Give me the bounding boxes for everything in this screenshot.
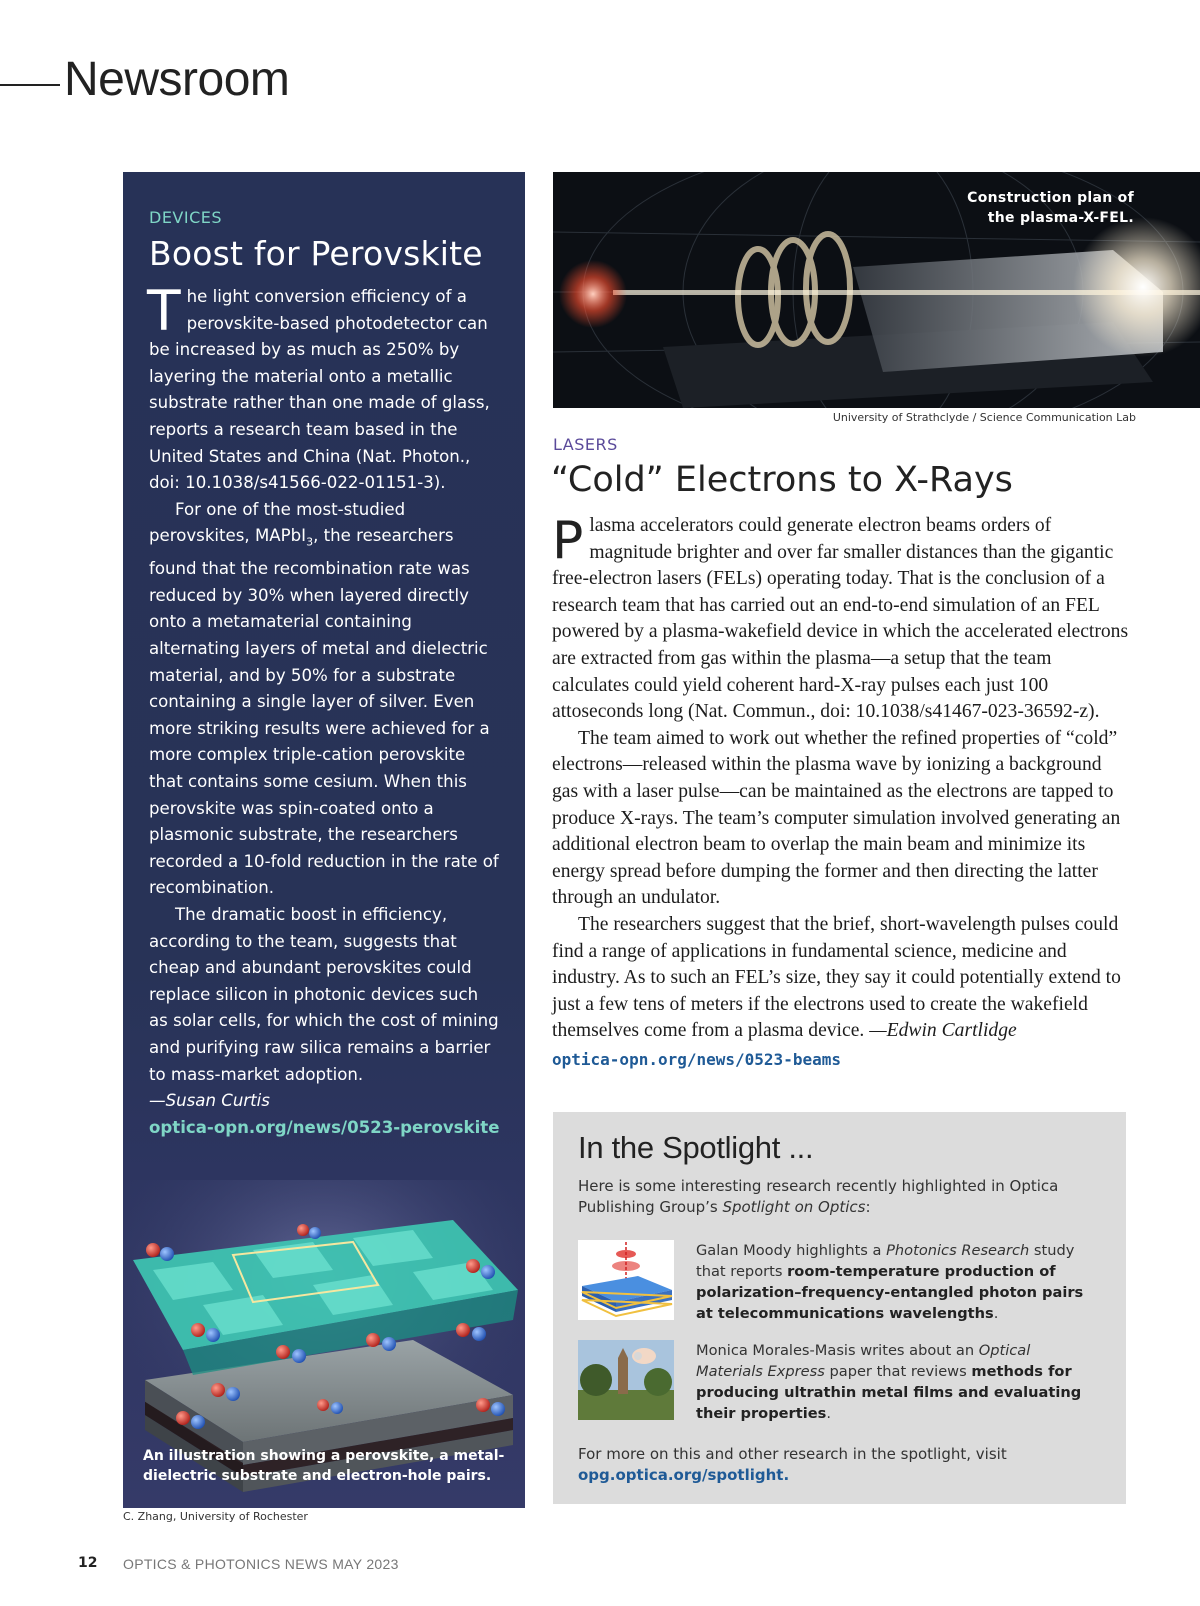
paragraph: [552, 513, 1132, 726]
item-text: Monica Morales-Masis writes about an: [696, 1342, 979, 1359]
paragraph: [147, 279, 501, 497]
item-text: .: [993, 1305, 999, 1322]
drop-cap: T: [147, 279, 181, 343]
intro-text: :: [865, 1198, 871, 1216]
article-title: “Cold” Electrons to X-Rays: [551, 460, 1013, 500]
image-credit: C. Zhang, University of Rochester: [123, 1510, 308, 1523]
plasma-fel-image: [553, 172, 1200, 408]
paragraph-text: The team aimed to work out whether the refined properties of “cold” electrons—released within the plasma wave by ionizing a background gas with a laser pulse—can be maintained as the electrons are tapped to produce X-rays. The team’s computer simulation involved generating an additional electron beam to overlap the main beam and minimize its energy spread before dumping the former and then directing the latter through an undulator.: [552, 727, 1121, 909]
paragraph-text: he light conversion efficiency of a perovskite-based photodetector can be increased by as much as 250% by layering the material onto a metallic substrate rather than one made of glass, reports a research team based in the United States and China (Nat. Photon., doi: 10.1038/s41566-022-01151-3).: [149, 287, 490, 493]
article-link[interactable]: optica-opn.org/news/0523-perovskite: [149, 1117, 500, 1137]
spotlight-link[interactable]: opg.optica.org/spotlight.: [578, 1466, 790, 1484]
paragraph-text: The researchers suggest that the brief, short-wavelength pulses could find a range of applications in fundamental science, medicine and industry. As to such an FEL’s size, they say it could potentially extend to just a few tens of meters if the electrons used to create the wakefield themselves come from a plasma device.: [552, 913, 1121, 1042]
spotlight-item-text: [696, 1240, 1096, 1324]
image-caption: [967, 188, 1134, 228]
drop-cap: P: [552, 511, 584, 571]
paragraph-text: The dramatic boost in efficiency, according to the team, suggests that cheap and abundant perovskites could replace silicon in photonic devices such as solar cells, for which the cost of mining and purifying raw silica remains a barrier to mass-market adoption.: [149, 904, 499, 1084]
section-label: LASERS: [553, 435, 618, 454]
spotlight-thumbnail[interactable]: [578, 1240, 674, 1320]
paragraph-text: For one of the most-studied perovskites, MAPbI: [149, 499, 406, 546]
item-text: paper that reviews: [824, 1363, 972, 1380]
item-text: .: [826, 1405, 831, 1422]
spotlight-title: In the Spotlight ...: [578, 1130, 814, 1165]
caption-line: Construction plan of: [967, 190, 1134, 206]
spotlight-thumbnail[interactable]: [578, 1340, 674, 1420]
layered-chip-image: [578, 1240, 674, 1320]
item-highlight: methods for producing ultrathin metal films and evaluating their properties: [696, 1363, 1082, 1422]
item-text: study that reports: [696, 1242, 1075, 1280]
paragraph: [552, 912, 1132, 1045]
item-highlight: room-temperature production of polarization–frequency-entangled photon pairs at telecommunications wavelengths: [696, 1263, 1084, 1322]
author-byline: —Edwin Cartlidge: [869, 1020, 1017, 1042]
sidebar-article: [123, 172, 525, 1508]
journal-name: Photonics Research: [886, 1242, 1030, 1259]
page-title: Newsroom: [64, 53, 290, 106]
spotlight-box: [553, 1112, 1126, 1504]
header-rule: [0, 84, 60, 86]
footer-text: For more on this and other research in the spotlight, visit: [578, 1445, 1007, 1463]
intro-emphasis: Spotlight on Optics: [722, 1198, 866, 1216]
spotlight-intro: [578, 1176, 1098, 1218]
image-credit: University of Strathclyde / Science Communication Lab: [832, 411, 1136, 424]
article-body: [552, 513, 1132, 1045]
publication-name: OPTICS & PHOTONICS NEWS MAY 2023: [123, 1556, 399, 1572]
spotlight-item-text: [696, 1340, 1096, 1424]
article-body: [147, 279, 501, 1141]
image-caption: An illustration showing a perovskite, a metal-dielectric substrate and electron-hole pairs.: [143, 1448, 505, 1484]
subscript: 3: [306, 535, 314, 549]
article-title: Boost for Perovskite: [149, 234, 483, 273]
item-text: Galan Moody highlights a: [696, 1242, 887, 1259]
spotlight-footer: [578, 1444, 1108, 1486]
caption-line: the plasma-X-FEL.: [987, 210, 1134, 226]
paragraph-text: , the researchers found that the recombination rate was reduced by 30% when layered directly onto a metamaterial containing alternating layers of metal and dielectric material, and by 50% for a substrate containing a single layer of silver. Even more striking results were achieved for a more complex triple-cation perovskite that contains some cesium. When this perovskite was spin-coated onto a plasmonic substrate, the researchers recorded a 10-fold reduction in the rate of recombination.: [149, 526, 499, 898]
page-number: 12: [78, 1555, 98, 1571]
paragraph: [149, 902, 501, 1088]
paragraph: [552, 726, 1132, 912]
paragraph: [149, 497, 501, 902]
intro-text: Here is some interesting research recently highlighted in Optica Publishing Group’s: [578, 1177, 1059, 1216]
author-byline: —Susan Curtis: [149, 1091, 270, 1111]
paragraph-text: lasma accelerators could generate electron beams orders of magnitude brighter and over far smaller distances than the gigantic free-electron lasers (FELs) operating today. That is the conclusion of a research team that has carried out an end-to-end simulation of an FEL powered by a plasma-wakefield device in which the accelerated electrons are extracted from gas within the plasma—a setup that the team calculates could yield coherent hard-X-ray pulses each just 100 attoseconds long (Nat. Commun., doi: 10.1038/s41467-023-36592-z).: [552, 515, 1129, 723]
journal-name: Optical Materials Express: [696, 1342, 1031, 1380]
article-link[interactable]: optica-opn.org/news/0523-beams: [552, 1050, 841, 1069]
section-label: DEVICES: [149, 208, 223, 227]
metal-film-photo: [578, 1340, 674, 1420]
